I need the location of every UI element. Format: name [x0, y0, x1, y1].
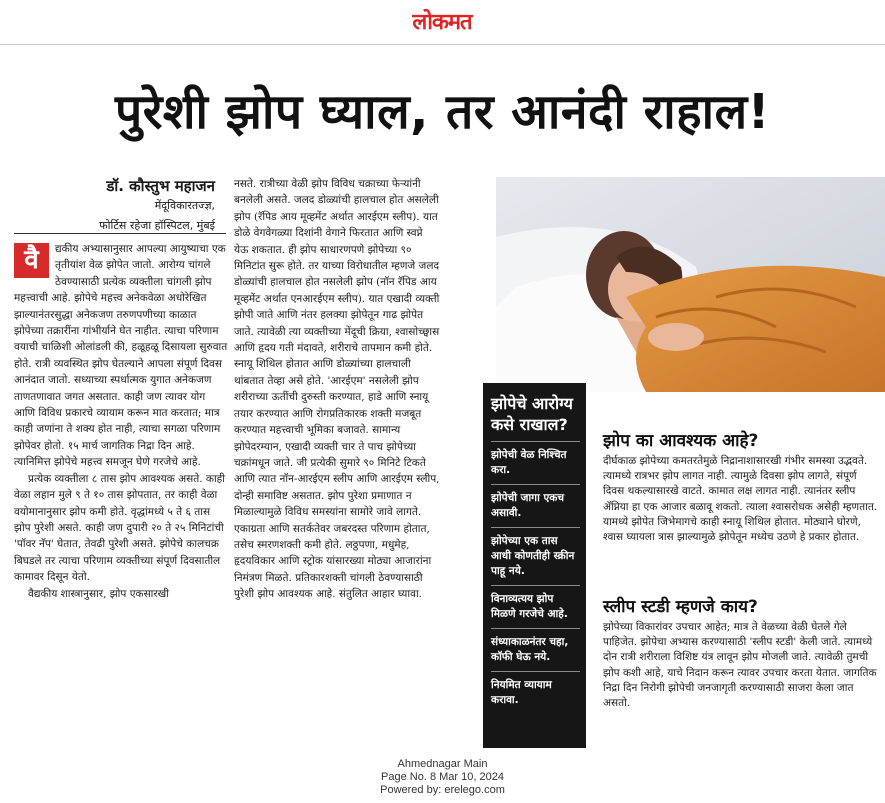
- photo-illustration: [496, 177, 885, 392]
- article-paragraph: प्रत्येक व्यक्तीला ८ तास झोप आवश्यक असते. काही वेळा लहान मुले ९ ते १० तास झोपतात, तर काही वेळा वयोमानानुसार झोप कमी होते. वृद्धांमध्ये ५ ते ६ तास झोप पुरेशी असते. काही जण दुपारी २० ते २५ मिनिटांची 'पॉवर नॅप' घेतात, तेवढी पुरेशी असते. झोपेचे कालचक्र बिघडले तर त्याचा परिणाम व्यक्तीच्या संपूर्ण दिवसातील कामावर दिसून येतो.: [14, 472, 225, 584]
- section-heading: झोप का आवश्यक आहे?: [603, 431, 759, 451]
- tip-item: विनाव्यत्यय झोप मिळणे गरजेचे आहे.: [491, 585, 580, 628]
- sleeping-woman-photo: [496, 177, 885, 392]
- section-heading: स्लीप स्टडी म्हणजे काय?: [603, 597, 758, 617]
- tip-item: संध्याकाळनंतर चहा, कॉफी घेऊ नये.: [491, 628, 580, 671]
- powered-by: Powered by: erelego.com: [380, 784, 505, 796]
- article-paragraph: वैद्यकीय शास्त्रानुसार, झोप एकसारखी: [28, 587, 169, 600]
- section-body: झोपेच्या विकारांवर उपचार आहेत; मात्र ते वेळच्या वेळी घेतले गेले पाहिजेत. झोपेचा अभ्यास करण्यासाठी 'स्लीप स्टडी' केली जाते. त्यामध्ये दोन रात्री शरीराला विशिष्ट यंत्र लावून झोप मोजली जाते. त्यावेळी तुमची झोप कशी आहे, याचे निदान करून त्यावर उपचार करता येतात. जागतिक निद्रा दिन निरोगी झोपेची जनजागृती करण्यासाठी साजरा केला जात असतो.: [603, 621, 877, 710]
- author-hospital: फोर्टिस रहेजा हॉस्पिटल, मुंबई: [99, 219, 215, 232]
- article-paragraph: द्यकीय अभ्यासानुसार आपल्या आयुष्याचा एक तृतीयांश वेळ झोपेत जातो. आरोग्य चांगले ठेवण्यासाठी प्रत्येक व्यक्तीला चांगली झोप महत्त्वाची आहे. झोपेचे महत्त्व अनेकवेळा अधोरेखित झाल्यानंतरसुद्धा अनेकजण तरुणपणीच्या काळात झोपेच्या तक्रारींना गांभीर्याने घेत नाहीत. त्याचा परिणाम वयाची चाळिशी ओलांडली की, हळूहळू दिसायला सुरुवात होते. रात्री व्यवस्थित झोप घेतल्याने आपला संपूर्ण दिवस आनंदात जातो. सध्याच्या स्पर्धात्मक युगात अनेकजण ताणतणावात जगत असतात. काही जण त्यावर योग आणि विविध प्रकारचे व्यायाम करून मात करतात; मात्र काही जणांना ते शक्य होत नाही, त्याचा सगळा परिणाम झोपेवर होतो. १५ मार्च जागतिक निद्रा दिन आहे. त्यानिमित्त झोपेचे महत्त्व समजून घेणे गरजेचे आहे.: [14, 243, 228, 469]
- why-sleep-section: [603, 430, 879, 545]
- byline: [40, 176, 215, 236]
- newspaper-logo: लोकमत: [412, 10, 472, 35]
- tips-box: [483, 383, 586, 748]
- byline-divider: [14, 233, 226, 234]
- tip-item: नियमित व्यायाम करावा.: [491, 671, 580, 714]
- sleep-study-section: [603, 596, 879, 711]
- author-role: मेंदूविकारतज्ज्ञ,: [154, 199, 215, 212]
- drop-cap: वै: [14, 243, 49, 278]
- tips-title: झोपेचे आरोग्य कसे राखाल?: [491, 394, 573, 434]
- masthead-divider: [0, 44, 885, 45]
- page-footer: [300, 758, 585, 797]
- article-headline: पुरेशी झोप घ्याल, तर आनंदी राहाल!: [114, 84, 771, 140]
- article-paragraph: नसते. रात्रीच्या वेळी झोप विविध चक्राच्या फेऱ्यांनी बनलेली असते. जलद डोळ्यांची हालचाल होत असलेली झोप (रॅपिड आय मूव्हमेंट अर्थात आरईएम स्लीप). यात डोळे वेगवेगळ्या दिशांनी वेगाने फिरतात आणि स्वप्ने येऊ शकतात. ही झोप साधारणपणे झोपेच्या ९० मिनिटांत सुरू होते. तर याच्या विरोधातील म्हणजे जलद डोळ्यांची हालचाल होत नसलेली झोप (नॉन रॅपिड आय मूव्हमेंट अर्थात एनआरईएम स्लीप). यात एखादी व्यक्ती झोपी जाते आणि नंतर हलक्या झोपेतून गाढ झोपेत जाते. त्यावेळी त्या व्यक्तीच्या मेंदूची क्रिया, श्वासोच्छ्वास आणि हृदय गती मंदावते, शरीराचे तापमान कमी होते. स्नायू शिथिल होतात आणि डोळ्यांच्या हालचाली थांबतात तेव्हा असे होते. 'आरईएम' नसलेली झोप शरीराच्या ऊतींची दुरुस्ती करण्यात, हाडे आणि स्नायू तयार करण्यात आणि रोगप्रतिकारक शक्ती मजबूत करण्यात महत्त्वाची भूमिका बजावते. सामान्य झोपेदरम्यान, एखादी व्यक्ती चार ते पाच झोपेच्या चक्रांमधून जाते. जी प्रत्येकी सुमारे ९० मिनिटे टिकते आणि त्यात नॉन-आरईएम स्लीप आणि आरईएम स्लीप, दोन्ही समाविष्ट असतात. झोप पुरेशा प्रमाणात न मिळाल्यामुळे विविध समस्यांना सामोरे जावे लागते. एकाग्रता आणि सतर्कतेवर जबरदस्त परिणाम होतात, तसेच स्मरणशक्ती कमी होते. लठ्ठपणा, मधुमेह, हृदयविकार आणि स्ट्रोक यांसारख्या मोठ्या आजारांना निमंत्रण मिळते. प्रतिकारशक्ती चांगली ठेवण्यासाठी पुरेशी झोप आवश्यक आहे. संतुलित आहार घ्यावा.: [234, 178, 440, 601]
- edition-name: Ahmednagar Main: [397, 758, 488, 770]
- section-body: दीर्घकाळ झोपेच्या कमतरतेमुळे निद्रानाशासारखी गंभीर समस्या उद्भवते. त्यामध्ये रात्रभर झोप लागत नाही. त्यामुळे दिवसा झोप लागते, संपूर्ण दिवस थकल्यासारखे वाटते. कामात लक्ष लागत नाही. त्यानंतर स्लीप ॲप्निया हा एक आजार बळावू शकतो. त्याला श्वासरोधक असेही म्हणतात. यामध्ये झोपेत जिभेमागचे काही स्नायू शिथिल होतात. मोठ्याने घोरणे, श्वास घ्यायला त्रास झाल्यामुळे झोपेतून मध्येच उठणे हे प्रकार होतात.: [603, 455, 878, 544]
- tip-item: झोपेची जागा एकच असावी.: [491, 484, 580, 527]
- article-column-2: [234, 176, 440, 603]
- author-name: डॉ. कौस्तुभ महाजन: [106, 177, 215, 195]
- article-column-1: [14, 241, 228, 602]
- masthead: [0, 0, 885, 44]
- tip-item: झोपेची वेळ निश्चित करा.: [491, 441, 580, 484]
- page-info: Page No. 8 Mar 10, 2024: [381, 771, 504, 783]
- tip-item: झोपेच्या एक तास आधी कोणतीही स्क्रीन पाहू नये.: [491, 527, 580, 585]
